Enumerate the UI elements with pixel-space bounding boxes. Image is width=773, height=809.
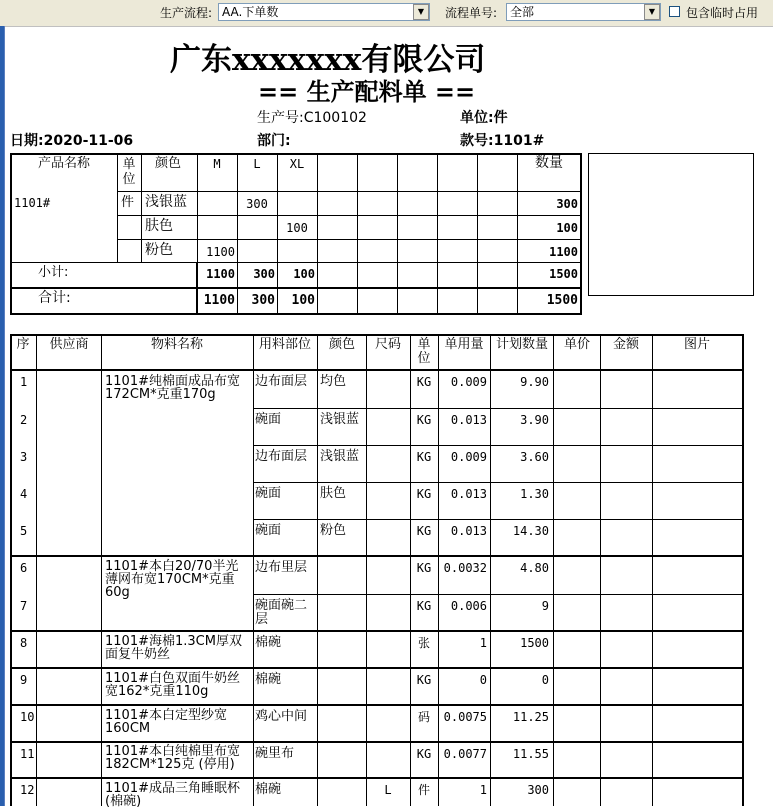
process-dropdown-arrow-icon[interactable]: ▼ [413,4,429,20]
col-header-color: 颜色 [154,156,181,171]
row-plan: 1.30 [520,487,549,501]
grid-line [10,334,743,336]
col-header-usage: 单用量 [444,337,484,352]
row-qty: 300 [556,197,578,211]
row-part: 棉碗 [255,782,282,797]
row-usage: 0.006 [450,599,487,613]
subtotal-label: 小计: [38,265,69,280]
row-part: 边布面层 [255,374,308,389]
row-xl: 100 [286,221,308,235]
row-seq: 12 [20,783,35,797]
col-header-size: 尺码 [374,337,401,352]
material-name: 1101#成品三角睡眠杯(棉碗) [105,781,240,809]
grid-line [357,153,358,313]
row-unit: KG [416,450,432,464]
grid-line [253,482,743,483]
row-unit: 张 [417,636,430,650]
row-unit: KG [416,413,432,427]
col-header-plan: 计划数量 [495,337,548,352]
row-color: 肤色 [145,218,173,234]
grid-line [10,153,581,155]
product-unit: 件 [121,195,135,210]
subtotal-xl: 100 [293,267,315,281]
process-select-value: AA.下单数 [222,5,279,19]
row-unit: 码 [417,710,430,724]
row-m: 1100 [206,245,235,259]
row-unit: KG [416,524,432,538]
row-usage: 1 [479,636,487,650]
grid-line [10,334,12,806]
grid-line [10,555,743,557]
grid-line [237,153,238,313]
row-plan: 3.60 [520,450,549,464]
company-title: 广东xxxxxxx有限公司 [170,42,486,78]
col-header-part: 用料部位 [258,337,311,352]
row-unit: KG [416,375,432,389]
grid-line [141,153,142,262]
row-unit: KG [416,487,432,501]
row-part: 棉碗 [255,672,282,687]
col-header-color: 颜色 [328,337,355,352]
grid-line [742,334,744,806]
col-header-price: 单价 [563,337,590,352]
col-header-material: 物料名称 [150,337,203,352]
row-plan: 4.80 [520,561,549,575]
row-part: 边布面层 [255,449,308,464]
row-plan: 9 [541,599,549,613]
grid-line [253,594,743,595]
grid-line [196,262,198,313]
row-plan: 1500 [520,636,549,650]
style-number-field: 款号:1101# [460,133,545,149]
process-label: 生产流程: [160,6,213,20]
row-part: 棉碗 [255,635,282,650]
col-header-image: 图片 [683,337,710,352]
document-subtitle: == 生产配料单 == [258,77,476,106]
temp-checkbox-label: 包含临时占用 [686,6,759,20]
row-unit: KG [416,561,432,575]
row-part: 碗里布 [255,746,295,761]
grid-line [477,153,478,313]
row-seq: 10 [20,710,35,724]
col-header-product: 产品名称 [37,156,90,171]
grid-line [101,334,102,806]
row-seq: 9 [20,673,28,687]
row-qty: 100 [556,221,578,235]
col-header-unit: 单位 [417,337,431,366]
grid-line [10,313,581,315]
row-plan: 300 [527,783,549,797]
row-part: 碗面 [255,523,282,538]
row-color: 均色 [320,374,347,389]
row-size: L [384,783,392,797]
row-usage: 0.013 [450,487,487,501]
row-unit: KG [416,747,432,761]
total-m: 1100 [203,293,235,308]
row-part: 碗面 [255,412,282,427]
row-color: 浅银蓝 [145,194,187,210]
material-name: 1101#本白20/70半光薄网布宽170CM*克重60g [105,559,239,600]
grid-line [117,191,581,192]
left-panel-edge [0,26,5,806]
grid-line [490,334,491,806]
grid-line [600,334,601,806]
total-qty: 1500 [546,293,578,308]
material-name: 1101#海棉1.3CM厚双面复牛奶丝 [105,634,242,662]
subtotal-l: 300 [253,267,275,281]
order-label: 流程单号: [445,6,498,20]
production-number: 生产号:C100102 [257,110,367,126]
grid-line [553,334,554,806]
grid-line [437,153,438,313]
grid-line [580,153,582,315]
grid-line [317,153,318,313]
row-color: 浅银蓝 [320,412,360,427]
row-l: 300 [246,197,268,211]
col-header-xl: XL [289,157,305,171]
filter-toolbar [0,0,773,27]
grid-line [10,741,743,743]
order-select[interactable] [506,3,661,21]
total-l: 300 [251,293,275,308]
row-unit: KG [416,599,432,613]
row-usage: 0.013 [450,413,487,427]
col-header-unit: 单位 [122,157,136,187]
row-color: 浅银蓝 [320,449,360,464]
grid-line [253,445,743,446]
grid-line [438,334,439,806]
material-name: 1101#纯棉面成品布宽172CM*克重170g [105,374,240,402]
grid-line [253,519,743,520]
grid-line [253,408,743,409]
row-usage: 0.0077 [443,747,487,761]
row-seq: 5 [20,524,28,538]
subtotal-m: 1100 [206,267,235,281]
temp-checkbox[interactable] [669,6,680,17]
order-select-value: 全部 [510,5,535,19]
material-name: 1101#白色双面牛奶丝宽162*克重110g [105,671,240,699]
row-unit: 件 [417,783,430,797]
grid-line [10,667,743,669]
row-part: 边布里层 [255,560,308,575]
grid-line [277,153,278,313]
order-dropdown-arrow-icon[interactable]: ▼ [644,4,660,20]
grid-line [10,287,581,289]
row-usage: 0.009 [450,450,487,464]
grid-line [397,153,398,313]
row-seq: 11 [20,747,35,761]
col-header-qty: 数量 [535,155,563,171]
row-seq: 8 [20,636,28,650]
row-seq: 3 [20,450,28,464]
row-unit: KG [416,673,432,687]
row-plan: 9.90 [520,375,549,389]
grid-line [10,704,743,706]
row-part: 鸡心中间 [255,709,308,724]
grid-line [410,334,411,806]
row-part: 碗面碗二层 [255,598,308,627]
row-part: 碗面 [255,486,282,501]
row-color: 粉色 [145,242,173,258]
grid-line [10,369,743,371]
grid-line [317,334,318,806]
grid-line [652,334,653,806]
row-plan: 11.55 [512,747,549,761]
subtotal-qty: 1500 [549,267,578,281]
row-usage: 0.013 [450,524,487,538]
row-seq: 7 [20,599,28,613]
process-select[interactable] [218,3,430,21]
grid-line [10,262,581,263]
material-name: 1101#本白纯棉里布宽182CM*125克 (停用) [105,744,240,772]
row-plan: 0 [541,673,549,687]
row-usage: 1 [479,783,487,797]
col-header-seq: 序 [16,337,30,352]
grid-line [117,239,581,240]
grid-line [253,334,254,806]
row-plan: 3.90 [520,413,549,427]
grid-line [10,630,743,632]
date-field: 日期:2020-11-06 [10,133,134,149]
grid-line [117,153,118,262]
row-usage: 0.009 [450,375,487,389]
grid-line [517,153,518,313]
col-header-supplier: 供应商 [49,337,89,352]
grid-line [366,334,367,806]
product-image-box [588,153,754,296]
row-usage: 0.0075 [443,710,487,724]
department-field: 部门: [257,133,291,149]
row-plan: 11.25 [512,710,549,724]
material-name: 1101#本白定型纱宽160CM [105,708,227,736]
col-header-m: M [213,157,221,171]
col-header-amount: 金额 [612,337,639,352]
row-seq: 2 [20,413,28,427]
grid-line [117,215,581,216]
row-usage: 0.0032 [443,561,487,575]
col-header-l: L [253,157,261,171]
total-xl: 100 [291,293,315,308]
product-name: 1101# [14,196,51,210]
total-label: 合计: [38,290,71,306]
row-qty: 1100 [549,245,578,259]
row-usage: 0 [479,673,487,687]
grid-line [10,777,743,779]
row-seq: 1 [20,375,28,389]
row-color: 粉色 [320,523,347,538]
unit-field: 单位:件 [460,110,508,126]
row-plan: 14.30 [512,524,549,538]
row-color: 肤色 [320,486,347,501]
row-seq: 6 [20,561,28,575]
grid-line [10,153,12,315]
row-seq: 4 [20,487,28,501]
